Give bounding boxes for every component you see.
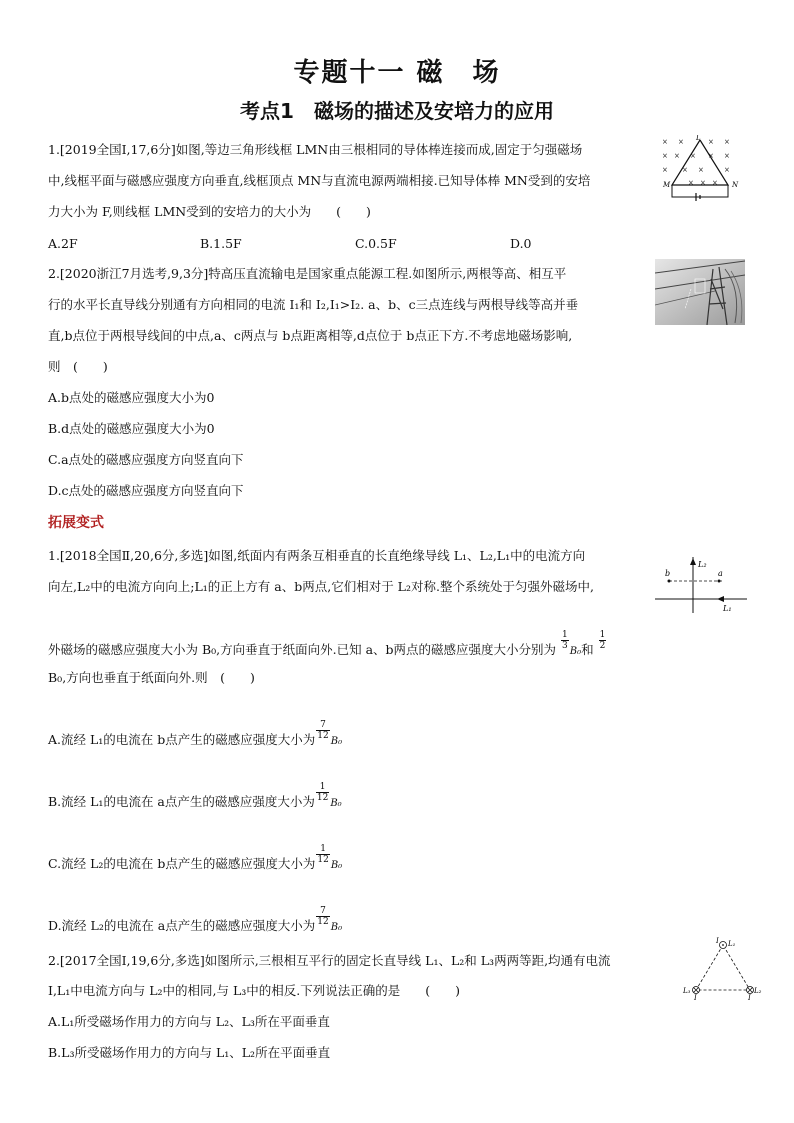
option-text: C.流经 L₂的电流在 b点产生的磁感应强度大小为 — [48, 856, 316, 871]
q1-option-a: A.2F — [48, 236, 78, 251]
svg-text:×: × — [708, 152, 714, 160]
power-line-photo — [655, 259, 745, 325]
figure-label-m: M — [663, 181, 671, 189]
point-a-label: a — [718, 569, 723, 578]
triangle-frame-figure — [660, 135, 742, 205]
current-label-right: I — [748, 994, 751, 1000]
svg-text:×: × — [724, 152, 730, 160]
q1-line-2: 中,线框平面与磁感应强度方向垂直,线框顶点 MN与直流电源两端相接.已知导体棒 MN受到的安培 — [48, 173, 591, 188]
q1-line-1: 1.[2019全国Ⅰ,17,6分]如图,等边三角形线框 LMN由三根相同的导体棒连接而成,固定于匀强磁场 — [48, 142, 583, 157]
b0-symbol: B₀ — [569, 646, 582, 657]
option-text: D.流经 L₂的电流在 a点产生的磁感应强度大小为 — [48, 918, 316, 933]
e2-option-b: B.L₃所受磁场作用力的方向与 L₁、L₂所在平面垂直 — [48, 1045, 331, 1060]
e1-option-b — [48, 782, 342, 813]
fraction-numerator: 1 — [599, 630, 606, 640]
e1-line-2: 向左,L₂中的电流方向向上;L₁的正上方有 a、b两点,它们相对于 L₂对称.整个系统处于匀强外磁场中, — [48, 579, 594, 594]
fraction-numerator: 7 — [316, 720, 329, 731]
page-title: 专题十一 磁 场 — [293, 58, 501, 88]
fraction-one-half — [599, 630, 607, 651]
section-label-extension: 拓展变式 — [48, 515, 104, 531]
svg-text:×: × — [678, 138, 684, 146]
figure-label-l: L — [696, 135, 701, 142]
current-label-top: I — [716, 937, 719, 945]
e1-line-4: B₀,方向也垂直于纸面向外.则 ( ) — [48, 670, 255, 685]
svg-text:×: × — [674, 152, 680, 160]
svg-text:×: × — [712, 179, 718, 187]
e1-option-a — [48, 720, 343, 751]
wire-l1-label: L₁ — [728, 940, 736, 948]
wire-l1-label: L₁ — [723, 604, 732, 613]
wire-l3-label: L₃ — [683, 987, 691, 995]
svg-text:×: × — [698, 166, 704, 174]
fraction-denominator: 12 — [317, 855, 329, 865]
q1-option-d: D.0 — [510, 236, 532, 251]
option-text: A.流经 L₁的电流在 b点产生的磁感应强度大小为 — [48, 732, 316, 747]
option-unit: B₀ — [330, 922, 343, 933]
fraction-numerator: 7 — [316, 906, 329, 917]
option-fraction — [316, 720, 329, 741]
q2-line-4: 则 ( ) — [48, 359, 108, 374]
option-fraction — [316, 906, 329, 927]
q2-line-2: 行的水平长直导线分别通有方向相同的电流 I₁和 I₂,I₁>I₂. a、b、c三点连线与两根导线等高并垂 — [48, 297, 579, 312]
fraction-denominator: 12 — [317, 917, 329, 927]
q2-line-3: 直,b点位于两根导线间的中点,a、c两点与 b点距离相等,d点位于 b点正下方.不考虑地磁场影响, — [48, 328, 573, 343]
svg-text:×: × — [688, 179, 694, 187]
current-label-left: I — [694, 994, 697, 1000]
q2-option-b: B.d点处的磁感应强度大小为0 — [48, 421, 215, 436]
svg-text:×: × — [682, 166, 688, 174]
q2-option-d: D.c点处的磁感应强度方向竖直向下 — [48, 483, 244, 498]
e1-option-d — [48, 906, 343, 937]
q1-option-c: C.0.5F — [355, 236, 397, 251]
q2-option-a: A.b点处的磁感应强度大小为0 — [48, 390, 215, 405]
e1-line-1: 1.[2018全国Ⅱ,20,6分,多选]如图,纸面内有两条互相垂直的长直绝缘导线 L₁、L₂,L₁中的电流方向 — [48, 548, 586, 563]
option-text: B.流经 L₁的电流在 a点产生的磁感应强度大小为 — [48, 794, 315, 809]
q2-line-1: 2.[2020浙江7月选考,9,3分]特高压直流输电是国家重点能源工程.如图所示,两根等高、相互平 — [48, 266, 567, 281]
e2-line-1: 2.[2017全国Ⅰ,19,6分,多选]如图所示,三根相互平行的固定长直导线 L₁、L₂和 L₃两两等距,均通有电流 — [48, 953, 611, 968]
fraction-denominator: 12 — [316, 793, 329, 803]
svg-text:×: × — [724, 166, 730, 174]
e1-line-3-text: 外磁场的磁感应强度大小为 B₀,方向垂直于纸面向外.已知 a、b两点的磁感应强度大小分别为 — [48, 642, 557, 657]
option-unit: B₀ — [330, 798, 342, 809]
option-fraction — [316, 782, 329, 803]
three-wires-figure — [682, 935, 764, 1000]
option-unit: B₀ — [330, 860, 343, 871]
e2-option-a: A.L₁所受磁场作用力的方向与 L₂、L₃所在平面垂直 — [48, 1014, 330, 1029]
svg-text:×: × — [662, 152, 668, 160]
figure-label-n: N — [732, 181, 739, 189]
fraction-denominator: 3 — [562, 641, 568, 651]
fraction-numerator: 1 — [316, 782, 329, 793]
svg-text:×: × — [708, 138, 714, 146]
e1-option-c — [48, 844, 343, 875]
fraction-numerator: 1 — [562, 630, 568, 640]
option-unit: B₀ — [330, 736, 343, 747]
fraction-denominator: 12 — [317, 731, 329, 741]
svg-text:×: × — [690, 152, 696, 160]
field-crosses — [662, 138, 730, 187]
svg-text:×: × — [724, 138, 730, 146]
svg-text:×: × — [662, 166, 668, 174]
fraction-denominator: 2 — [599, 641, 606, 651]
q1-option-b: B.1.5F — [200, 236, 242, 251]
wire-l2-label: L₂ — [754, 987, 762, 995]
fraction-numerator: 1 — [316, 844, 329, 855]
q2-option-c: C.a点处的磁感应强度方向竖直向下 — [48, 452, 244, 467]
svg-text:×: × — [700, 179, 706, 187]
wire-l2-label: L₂ — [698, 560, 707, 569]
option-fraction — [316, 844, 329, 865]
e1-and: 和 — [581, 642, 594, 657]
fraction-one-third — [561, 630, 569, 651]
topic-subtitle: 考点1 磁场的描述及安培力的应用 — [240, 99, 554, 123]
point-b-label: b — [665, 569, 671, 578]
perpendicular-wires-figure — [655, 555, 750, 615]
e1-line-3 — [48, 630, 607, 661]
q1-line-3: 力大小为 F,则线框 LMN受到的安培力的大小为 ( ) — [48, 204, 371, 219]
e2-line-2: I,L₁中电流方向与 L₂中的相同,与 L₃中的相反.下列说法正确的是 ( ) — [48, 983, 460, 998]
svg-text:×: × — [662, 138, 668, 146]
